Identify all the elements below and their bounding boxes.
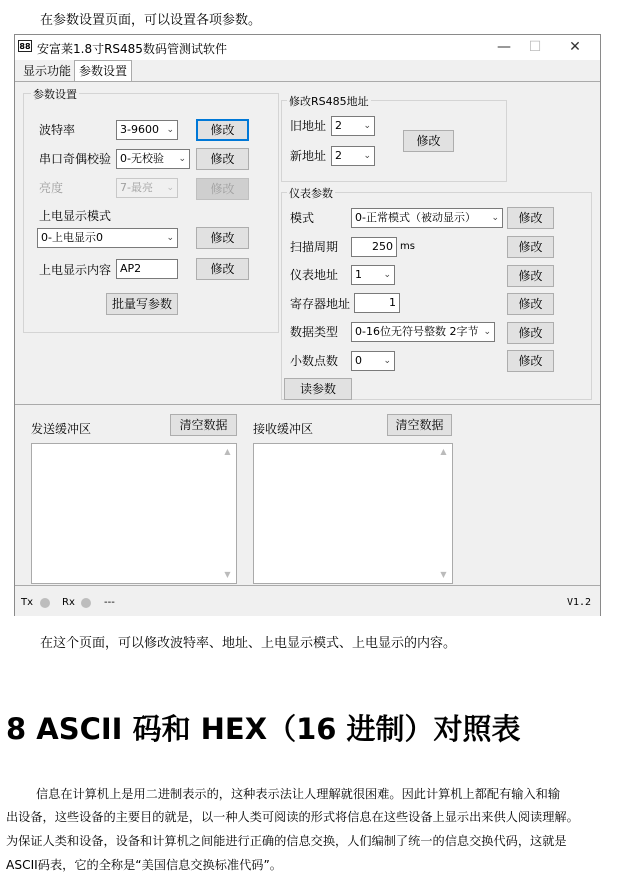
paragraph-line-4: ASCII码表，它的全称是“美国信息交换标准代码”。 (6, 858, 282, 872)
receive-buffer-label: 接收缓冲区 (253, 422, 314, 436)
old-address-label: 旧地址 (290, 119, 327, 133)
scroll-up-icon[interactable]: ▲ (224, 447, 231, 456)
chevron-down-icon: ⌄ (491, 213, 499, 223)
data-type-label: 数据类型 (290, 325, 339, 339)
mode-label: 模式 (290, 211, 315, 225)
data-type-value: 0-16位无符号整数 2字节 (355, 325, 479, 338)
status-bar (15, 585, 600, 616)
title-bar (15, 35, 600, 60)
send-buffer-label: 发送缓冲区 (31, 422, 92, 436)
parity-label: 串口奇偶校验 (39, 152, 112, 166)
register-address-modify-button[interactable]: 修改 (507, 293, 554, 315)
scan-period-input[interactable]: 250 (351, 237, 397, 257)
baud-modify-button[interactable]: 修改 (196, 119, 249, 141)
scan-period-modify-button[interactable]: 修改 (507, 236, 554, 258)
receive-buffer-textarea[interactable] (253, 443, 453, 584)
batch-write-button[interactable]: 批量写参数 (106, 293, 178, 315)
tab-display[interactable]: 显示功能 (23, 64, 72, 78)
tab-params[interactable]: 参数设置 (74, 60, 132, 82)
scan-period-label: 扫描周期 (290, 240, 339, 254)
chevron-down-icon: ⌄ (166, 183, 174, 193)
send-clear-button[interactable]: 清空数据 (170, 414, 237, 436)
tx-led-icon (40, 598, 50, 608)
app-window (14, 34, 601, 616)
rs485-group (281, 100, 507, 182)
params-panel (15, 81, 600, 404)
parity-value: 0-无校验 (120, 152, 164, 165)
chevron-down-icon: ⌄ (483, 327, 491, 337)
parity-modify-button[interactable]: 修改 (196, 148, 249, 170)
poweron-content-label: 上电显示内容 (39, 263, 112, 277)
paragraph-line-2: 出设备，这些设备的主要目的就是，以一种人类可阅读的形式将信息在这些设备上显示出来供人阅读理解。 (6, 810, 579, 824)
parity-select[interactable] (116, 149, 190, 169)
section-heading: 8 ASCII 码和 HEX（16 进制）对照表 (6, 712, 521, 746)
baud-value: 3-9600 (120, 123, 159, 136)
intro-text: 在参数设置页面，可以设置各项参数。 (40, 13, 262, 28)
brightness-value: 7-最亮 (120, 181, 153, 194)
chevron-down-icon: ⌄ (166, 233, 174, 243)
paragraph-line-3: 为保证人类和设备，设备和计算机之间能进行正确的信息交换，人们编制了统一的信息交换代码，这就是 (6, 834, 567, 848)
poweron-mode-modify-button[interactable]: 修改 (196, 227, 249, 249)
baud-label: 波特率 (39, 123, 76, 137)
old-address-select[interactable] (331, 116, 375, 136)
chevron-down-icon: ⌄ (383, 270, 391, 280)
data-type-select[interactable] (351, 322, 495, 342)
scroll-down-icon[interactable]: ▼ (224, 570, 231, 579)
mode-modify-button[interactable]: 修改 (507, 207, 554, 229)
baud-select[interactable] (116, 120, 178, 140)
paragraph-line-1: 信息在计算机上是用二进制表示的，这种表示法让人理解就很困难。因此计算机上都配有输入和输 (36, 787, 561, 801)
meter-address-select[interactable] (351, 265, 395, 285)
status-text: --- (104, 597, 115, 608)
meter-address-label: 仪表地址 (290, 268, 339, 282)
receive-clear-button[interactable]: 清空数据 (387, 414, 452, 436)
brightness-select[interactable] (116, 178, 178, 198)
decimal-places-label: 小数点数 (290, 354, 339, 368)
scroll-up-icon[interactable]: ▲ (440, 447, 447, 456)
chevron-down-icon: ⌄ (166, 125, 174, 135)
poweron-content-modify-button[interactable]: 修改 (196, 258, 249, 280)
poweron-mode-value: 0-上电显示0 (41, 231, 103, 244)
close-icon[interactable]: ✕ (569, 39, 581, 55)
register-address-label: 寄存器地址 (290, 297, 351, 311)
data-type-modify-button[interactable]: 修改 (507, 322, 554, 344)
scrollbar[interactable] (219, 444, 236, 583)
mode-select[interactable] (351, 208, 503, 228)
decimal-places-select[interactable] (351, 351, 395, 371)
poweron-mode-select[interactable] (37, 228, 178, 248)
rx-led-icon (81, 598, 91, 608)
scroll-down-icon[interactable]: ▼ (440, 570, 447, 579)
scrollbar[interactable] (435, 444, 452, 583)
decimal-places-value: 0 (355, 354, 362, 367)
window-title: 安富莱1.8寸RS485数码管测试软件 (37, 42, 227, 56)
chevron-down-icon: ⌄ (363, 151, 371, 161)
read-params-button[interactable]: 读参数 (284, 378, 352, 400)
maximize-icon[interactable]: ☐ (528, 39, 542, 55)
meter-group-label: 仪表参数 (289, 187, 333, 200)
tx-label: Tx (21, 597, 34, 608)
register-address-input[interactable]: 1 (354, 293, 400, 313)
caption-text: 在这个页面，可以修改波特率、地址、上电显示模式、上电显示的内容。 (40, 636, 457, 651)
new-address-value: 2 (335, 149, 342, 162)
version-label: V1.2 (567, 597, 592, 608)
meter-address-value: 1 (355, 268, 362, 281)
brightness-modify-button[interactable]: 修改 (196, 178, 249, 200)
new-address-select[interactable] (331, 146, 375, 166)
decimal-places-modify-button[interactable]: 修改 (507, 350, 554, 372)
scan-period-unit: ms (400, 241, 415, 252)
meter-address-modify-button[interactable]: 修改 (507, 265, 554, 287)
rx-label: Rx (62, 597, 75, 608)
params-group-label: 参数设置 (33, 88, 77, 101)
poweron-mode-label: 上电显示模式 (39, 209, 112, 223)
app-icon: 88 (19, 42, 31, 51)
rs485-modify-button[interactable]: 修改 (403, 130, 454, 152)
new-address-label: 新地址 (290, 149, 327, 163)
old-address-value: 2 (335, 119, 342, 132)
mode-value: 0-正常模式（被动显示） (355, 211, 476, 224)
poweron-content-input[interactable]: AP2 (116, 259, 178, 279)
chevron-down-icon: ⌄ (383, 356, 391, 366)
chevron-down-icon: ⌄ (363, 121, 371, 131)
minimize-icon[interactable]: — (497, 39, 511, 55)
rs485-group-label: 修改RS485地址 (289, 95, 369, 108)
send-buffer-textarea[interactable] (31, 443, 237, 584)
chevron-down-icon: ⌄ (178, 154, 186, 164)
brightness-label: 亮度 (39, 181, 64, 195)
buffers-panel (15, 404, 600, 586)
tab-bar (15, 60, 600, 82)
